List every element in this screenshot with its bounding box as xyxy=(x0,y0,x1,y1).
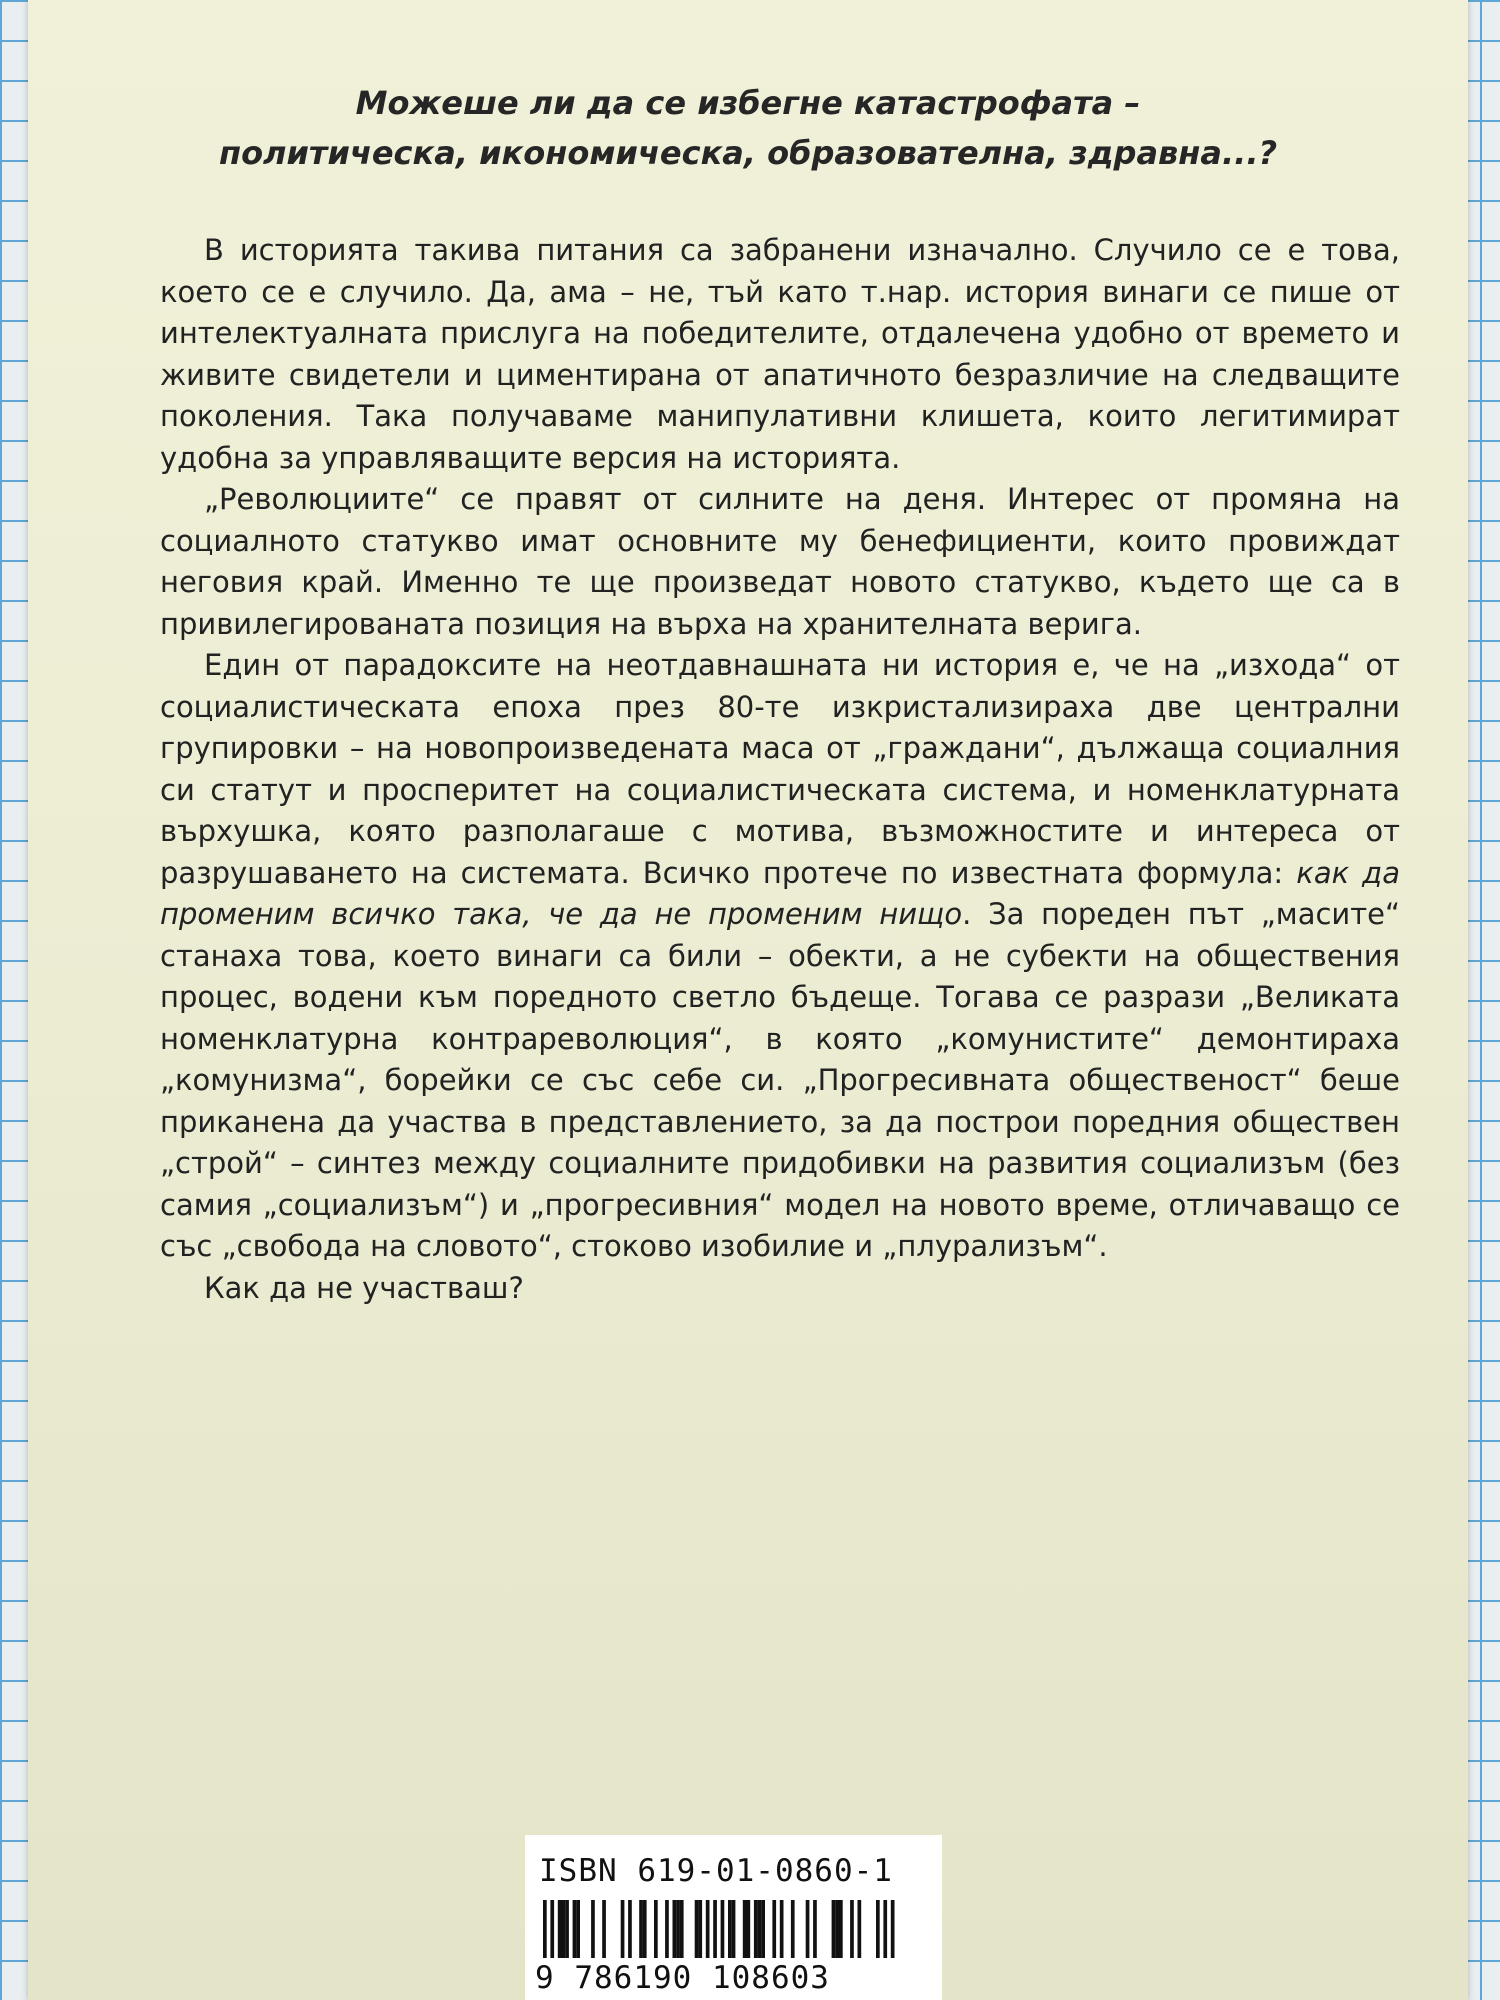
barcode-bar xyxy=(883,1900,887,1958)
barcode-bar xyxy=(806,1900,810,1958)
barcode-bar xyxy=(698,1900,702,1958)
barcode-bar xyxy=(562,1900,566,1958)
barcode-bar xyxy=(832,1900,836,1958)
paragraph-3-italic: как да променим всичко така, че да не променим нищо xyxy=(160,855,1401,931)
barcode-bar xyxy=(639,1900,643,1958)
blurb-text xyxy=(160,230,1400,1309)
barcode-bar xyxy=(761,1900,765,1958)
barcode-bar xyxy=(813,1900,817,1958)
paragraph-2: „Революциите“ се правят от силните на деня. Интерес от промяна на социалното статукво имат основните му бенефициенти, които провиждат неговия край. Именно те ще произведат новото статукво, където ще са в привилегированата позиция на върха на хранителната верига. xyxy=(160,482,1400,641)
barcode-bar xyxy=(565,1900,569,1958)
barcode-bar xyxy=(728,1900,732,1958)
barcode-bar xyxy=(732,1900,736,1958)
barcode-bar xyxy=(835,1900,839,1958)
barcode-bar xyxy=(780,1900,784,1958)
barcode-bar xyxy=(721,1900,725,1958)
barcode-bar xyxy=(747,1900,751,1958)
barcode-bar xyxy=(791,1900,795,1958)
barcode-bar xyxy=(743,1900,747,1958)
barcode-bar xyxy=(654,1900,658,1958)
book-back-cover xyxy=(28,0,1468,2000)
barcode-bar xyxy=(602,1900,606,1958)
barcode-bar xyxy=(628,1900,632,1958)
barcode-bar xyxy=(754,1900,758,1958)
paragraph-3 xyxy=(160,645,1400,1268)
barcode-bar xyxy=(706,1900,710,1958)
heading-line-1: Можеше ли да се избегне катастрофата – xyxy=(355,84,1141,122)
barcode-bar xyxy=(772,1900,776,1958)
barcode-bar xyxy=(713,1900,717,1958)
isbn-text: ISBN 619-01-0860-1 xyxy=(539,1853,893,1889)
paragraph-1: В историята такива питания са забранени изначално. Случило се е това, което се е случило. Да, ама – не, тъй като т.нар. история винаги се пише от интелектуалната прислуга на победителите, отдалечена удобно от времето и живите свидетели и циментирана от апатичното безразличие на следващите поколения. Така получаваме манипулативни клишета, които легитимират удобна за управляващите версия на историята. xyxy=(160,233,1400,475)
barcode-bar xyxy=(680,1900,684,1958)
barcode-bar xyxy=(543,1900,547,1958)
barcode-bar xyxy=(839,1900,843,1958)
barcode-bar xyxy=(576,1900,580,1958)
barcode-bars xyxy=(543,1900,923,1958)
barcode-bar xyxy=(858,1900,862,1958)
paragraph-4: Как да не участваш? xyxy=(204,1270,524,1305)
barcode-bar xyxy=(643,1900,647,1958)
cover-heading xyxy=(28,78,1468,178)
barcode-bar xyxy=(850,1900,854,1958)
paragraph-3-end: . За пореден път „масите“ станаха това, което винаги са били – обекти, а не субекти на обществения процес, водени към поредното светло бъдеще. Тогава се разрази „Великата номенклатурна контрареволюция“, в която „комунистите“ демонтираха „комунизма“, борейки се със себе си. „Прогресивната общественост“ беше приканена да участва в представлението, за да построи поредния обществен „строй“ – синтез между социалните придобивки на развития социализъм (без самия „социализъм“) и „прогресивния“ модел на новото време, отличаващо се със „свобода на словото“, стоково изобилие и „плурализъм“. xyxy=(160,897,1401,1263)
barcode-bar xyxy=(876,1900,880,1958)
barcode-bar xyxy=(621,1900,625,1958)
barcode-bar xyxy=(665,1900,669,1958)
barcode-bar xyxy=(573,1900,577,1958)
barcode-bar xyxy=(591,1900,595,1958)
paragraph-3-start: Един от парадоксите на неотдавнашната ни история е, че на „изхода“ от социалистическата епоха през 80-те изкристализираха две централни групировки – на новопроизведената маса от „граждани“, дължаща социалния си статут и просперитет на социалистическата система, и номенклатурната върхушка, която разполагаше с мотива, възможностите и интереса от разрушаването на системата. Всичко протече по известната формула: xyxy=(160,648,1400,890)
barcode-label xyxy=(525,1835,942,2000)
barcode-bar xyxy=(758,1900,762,1958)
barcode-bar xyxy=(891,1900,895,1958)
barcode-bar xyxy=(558,1900,562,1958)
barcode-bar xyxy=(695,1900,699,1958)
heading-line-2: политическа, икономическа, образователна, здравна...? xyxy=(218,134,1278,172)
barcode-bar xyxy=(676,1900,680,1958)
barcode-bar xyxy=(550,1900,554,1958)
ean-digits: 9 786190 108603 xyxy=(535,1960,830,1996)
barcode-bar xyxy=(673,1900,677,1958)
